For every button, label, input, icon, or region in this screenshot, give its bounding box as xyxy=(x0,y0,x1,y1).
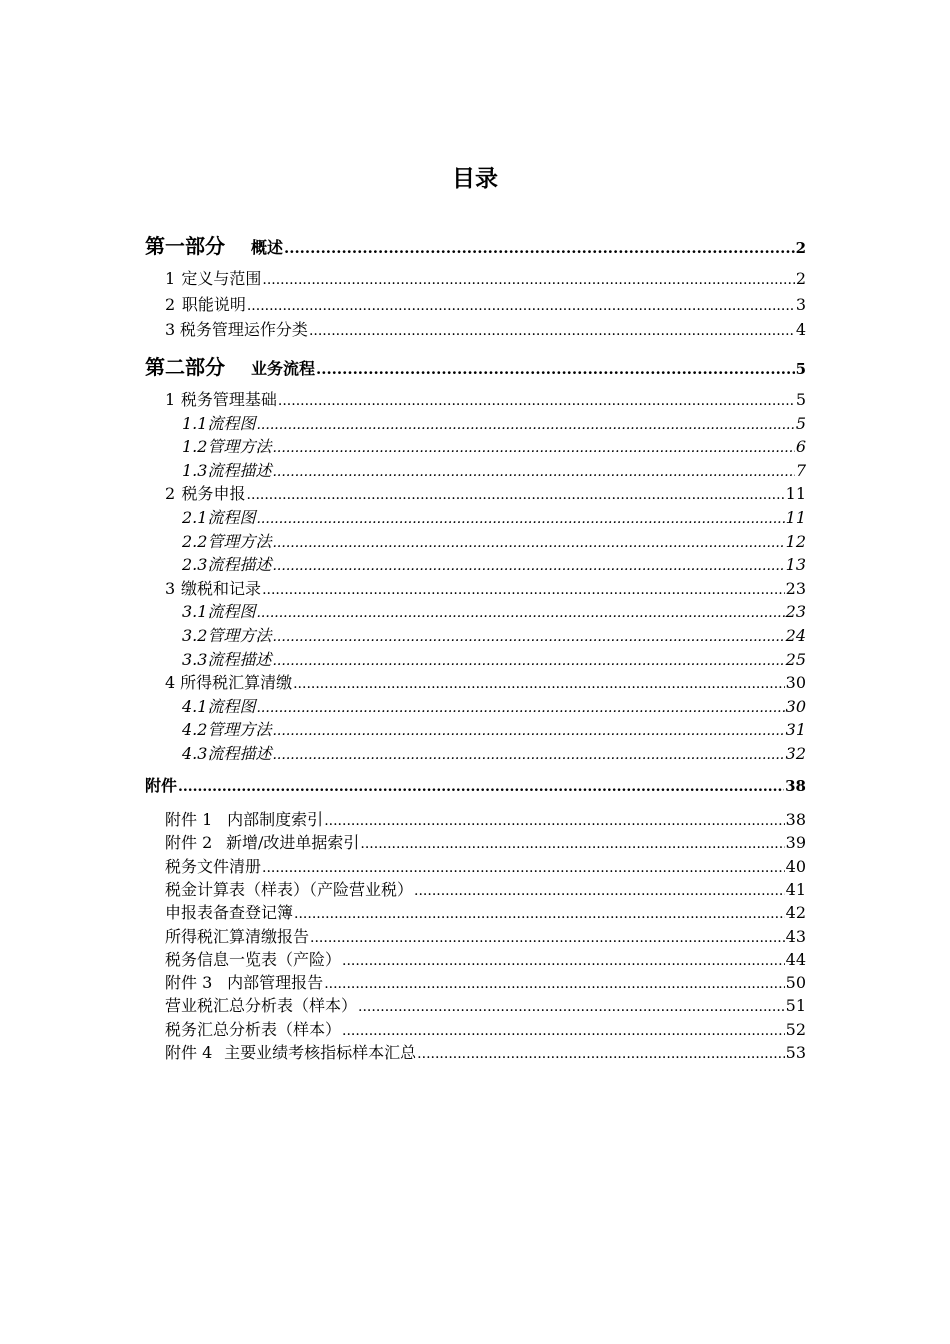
dot-leader xyxy=(272,747,784,763)
toc-subsection[interactable] xyxy=(145,717,806,740)
page-number: 38 xyxy=(785,810,806,829)
toc-subsection[interactable] xyxy=(145,623,806,646)
dot-leader xyxy=(256,605,784,621)
toc-appendix-item[interactable] xyxy=(145,1017,806,1040)
page-number: 30 xyxy=(785,673,806,693)
appendix-item-title: 内部管理报告 xyxy=(227,973,324,993)
subsection-number: 3.1 xyxy=(182,602,208,622)
appendix-item-title: 税务文件清册 xyxy=(165,856,262,876)
subsection-number: 4.2 xyxy=(182,720,208,740)
dot-leader xyxy=(272,723,784,739)
subsection-title: 管理方法 xyxy=(207,437,272,457)
dot-leader xyxy=(272,558,784,574)
toc-appendix-item[interactable] xyxy=(145,900,806,923)
toc-subsection[interactable] xyxy=(145,505,806,528)
section-title: 税务管理基础 xyxy=(180,390,277,409)
toc-section[interactable] xyxy=(145,576,806,599)
subsection-number: 4.3 xyxy=(182,744,208,763)
page-number: 25 xyxy=(785,649,806,669)
toc-part-2[interactable] xyxy=(145,351,806,380)
dot-leader xyxy=(417,1046,784,1062)
subsection-title: 管理方法 xyxy=(207,720,272,740)
toc-subsection[interactable] xyxy=(145,694,806,717)
section-number: 2 xyxy=(165,484,176,504)
section-number: 1 xyxy=(165,269,176,288)
part-number: 第一部分 xyxy=(145,234,225,258)
page-number: 5 xyxy=(795,390,806,409)
page-number: 39 xyxy=(785,833,806,853)
subsection-title: 管理方法 xyxy=(207,626,272,645)
subsection-number: 4.1 xyxy=(182,696,208,716)
toc-section[interactable] xyxy=(145,387,806,410)
page-number: 23 xyxy=(785,602,806,622)
page-number: 5 xyxy=(795,413,806,433)
appendix-number: 附件 1 xyxy=(165,810,213,829)
dot-leader xyxy=(284,239,795,257)
subsection-title: 流程图 xyxy=(207,508,256,527)
subsection-title: 流程描述 xyxy=(207,649,272,669)
toc-appendix[interactable] xyxy=(145,773,806,796)
page-number: 24 xyxy=(785,626,806,645)
toc-appendix-item[interactable] xyxy=(145,924,806,947)
dot-leader xyxy=(272,653,784,669)
subsection-number: 2.3 xyxy=(182,555,208,575)
toc-appendix-item[interactable] xyxy=(145,993,806,1016)
section-number: 3 xyxy=(165,578,176,598)
dot-leader xyxy=(272,440,794,456)
dot-leader xyxy=(256,417,794,433)
appendix-item-title: 税金计算表（样表）（产险营业税） xyxy=(165,879,414,899)
toc-subsection[interactable] xyxy=(145,647,806,670)
page-number: 12 xyxy=(785,531,806,551)
dot-leader xyxy=(316,360,795,378)
toc-subsection[interactable] xyxy=(145,552,806,575)
toc-title: 目录 xyxy=(452,166,498,192)
section-title: 职能说明 xyxy=(181,294,246,314)
subsection-number: 2.1 xyxy=(182,508,208,527)
toc-appendix-item[interactable] xyxy=(145,830,806,853)
part-number: 第二部分 xyxy=(145,355,225,379)
page-number: 2 xyxy=(795,239,806,257)
page-number: 52 xyxy=(785,1019,806,1039)
appendix-number: 附件 2 xyxy=(165,833,213,853)
dot-leader xyxy=(178,779,784,795)
dot-leader xyxy=(272,629,784,645)
dot-leader xyxy=(272,464,794,480)
section-title: 定义与范围 xyxy=(181,269,262,288)
page-number: 40 xyxy=(785,856,806,876)
page-number: 3 xyxy=(795,294,806,314)
page-number: 42 xyxy=(785,903,806,923)
appendix-item-title: 营业税汇总分析表（样本） xyxy=(165,996,358,1016)
page-number: 6 xyxy=(795,437,806,457)
page-number: 44 xyxy=(785,949,806,969)
page-number: 43 xyxy=(785,926,806,946)
toc-section[interactable] xyxy=(145,292,806,315)
dot-leader xyxy=(342,953,785,969)
toc-subsection[interactable] xyxy=(145,434,806,457)
section-number: 4 xyxy=(165,673,176,693)
toc-appendix-item[interactable] xyxy=(145,854,806,877)
section-title: 税务申报 xyxy=(181,484,246,504)
dot-leader xyxy=(272,535,784,551)
page-number: 31 xyxy=(785,720,806,740)
toc-appendix-item[interactable] xyxy=(145,877,806,900)
subsection-title: 流程图 xyxy=(207,696,256,716)
appendix-title: 附件 xyxy=(145,776,178,795)
page-number: 38 xyxy=(785,777,806,795)
section-title: 税务管理运作分类 xyxy=(179,320,308,339)
dot-leader xyxy=(256,511,784,527)
page-number: 5 xyxy=(795,360,806,378)
page-number: 11 xyxy=(785,484,806,504)
dot-leader xyxy=(342,1023,785,1039)
subsection-number: 1.2 xyxy=(182,437,208,457)
toc-subsection[interactable] xyxy=(145,599,806,622)
subsection-number: 1.1 xyxy=(182,413,208,433)
subsection-number: 2.2 xyxy=(182,531,208,551)
toc-subsection[interactable] xyxy=(145,458,806,481)
subsection-title: 流程描述 xyxy=(207,460,272,480)
subsection-title: 流程描述 xyxy=(207,555,272,575)
appendix-item-title: 内部制度索引 xyxy=(227,810,324,829)
part-title: 业务流程 xyxy=(251,359,316,378)
page-number: 13 xyxy=(785,555,806,575)
dot-leader xyxy=(414,883,785,899)
section-title: 缴税和记录 xyxy=(181,578,262,598)
toc-section[interactable] xyxy=(145,266,806,289)
subsection-number: 3.3 xyxy=(182,649,208,669)
page-number: 51 xyxy=(785,996,806,1016)
subsection-title: 管理方法 xyxy=(207,531,272,551)
appendix-number: 附件 4 xyxy=(165,1043,213,1062)
dot-leader xyxy=(293,676,785,692)
dot-leader xyxy=(358,999,785,1015)
dot-leader xyxy=(256,700,784,716)
dot-leader xyxy=(278,393,795,409)
appendix-item-title: 所得税汇算清缴报告 xyxy=(165,926,310,946)
dot-leader xyxy=(247,487,785,503)
page-number: 53 xyxy=(785,1043,806,1062)
appendix-item-title: 税务汇总分析表（样本） xyxy=(165,1019,342,1039)
subsection-title: 流程描述 xyxy=(207,744,272,763)
page-number: 23 xyxy=(785,578,806,598)
page-number: 7 xyxy=(795,460,806,480)
toc-section[interactable] xyxy=(145,670,806,693)
dot-leader xyxy=(309,323,795,339)
appendix-number: 附件 3 xyxy=(165,973,213,993)
section-number: 2 xyxy=(165,294,176,314)
toc-section[interactable] xyxy=(145,317,806,340)
dot-leader xyxy=(294,906,785,922)
toc-appendix-item[interactable] xyxy=(145,970,806,993)
appendix-item-title: 主要业绩考核指标样本汇总 xyxy=(224,1043,417,1062)
toc-subsection[interactable] xyxy=(145,529,806,552)
section-title: 所得税汇算清缴 xyxy=(180,673,293,693)
page-number: 30 xyxy=(785,696,806,716)
dot-leader xyxy=(262,272,794,288)
dot-leader xyxy=(360,836,784,852)
page-number: 2 xyxy=(795,269,806,288)
dot-leader xyxy=(310,930,785,946)
dot-leader xyxy=(262,582,785,598)
toc-appendix-item[interactable] xyxy=(145,1040,806,1063)
subsection-title: 流程图 xyxy=(207,413,256,433)
page-number: 50 xyxy=(785,973,806,993)
appendix-item-title: 税务信息一览表（产险） xyxy=(165,949,342,969)
toc-appendix-item[interactable] xyxy=(145,947,806,970)
subsection-number: 3.2 xyxy=(182,626,208,645)
appendix-item-title: 申报表备查登记簿 xyxy=(165,903,294,923)
toc-section[interactable] xyxy=(145,481,806,504)
toc-subsection[interactable] xyxy=(145,741,806,764)
page-number: 4 xyxy=(795,320,806,339)
dot-leader xyxy=(247,298,795,314)
toc-appendix-item[interactable] xyxy=(145,807,806,830)
toc-part-1[interactable] xyxy=(145,230,806,259)
dot-leader xyxy=(324,813,784,829)
page-number: 41 xyxy=(785,879,806,899)
dot-leader xyxy=(262,860,785,876)
subsection-title: 流程图 xyxy=(207,602,256,622)
subsection-number: 1.3 xyxy=(182,460,208,480)
page-number: 32 xyxy=(785,744,806,763)
section-number: 1 xyxy=(165,390,176,409)
appendix-item-title: 新增/改进单据索引 xyxy=(226,833,360,853)
section-number: 3 xyxy=(165,320,176,339)
toc-subsection[interactable] xyxy=(145,411,806,434)
part-title: 概述 xyxy=(251,238,284,257)
page-number: 11 xyxy=(785,508,806,527)
dot-leader xyxy=(324,976,784,992)
